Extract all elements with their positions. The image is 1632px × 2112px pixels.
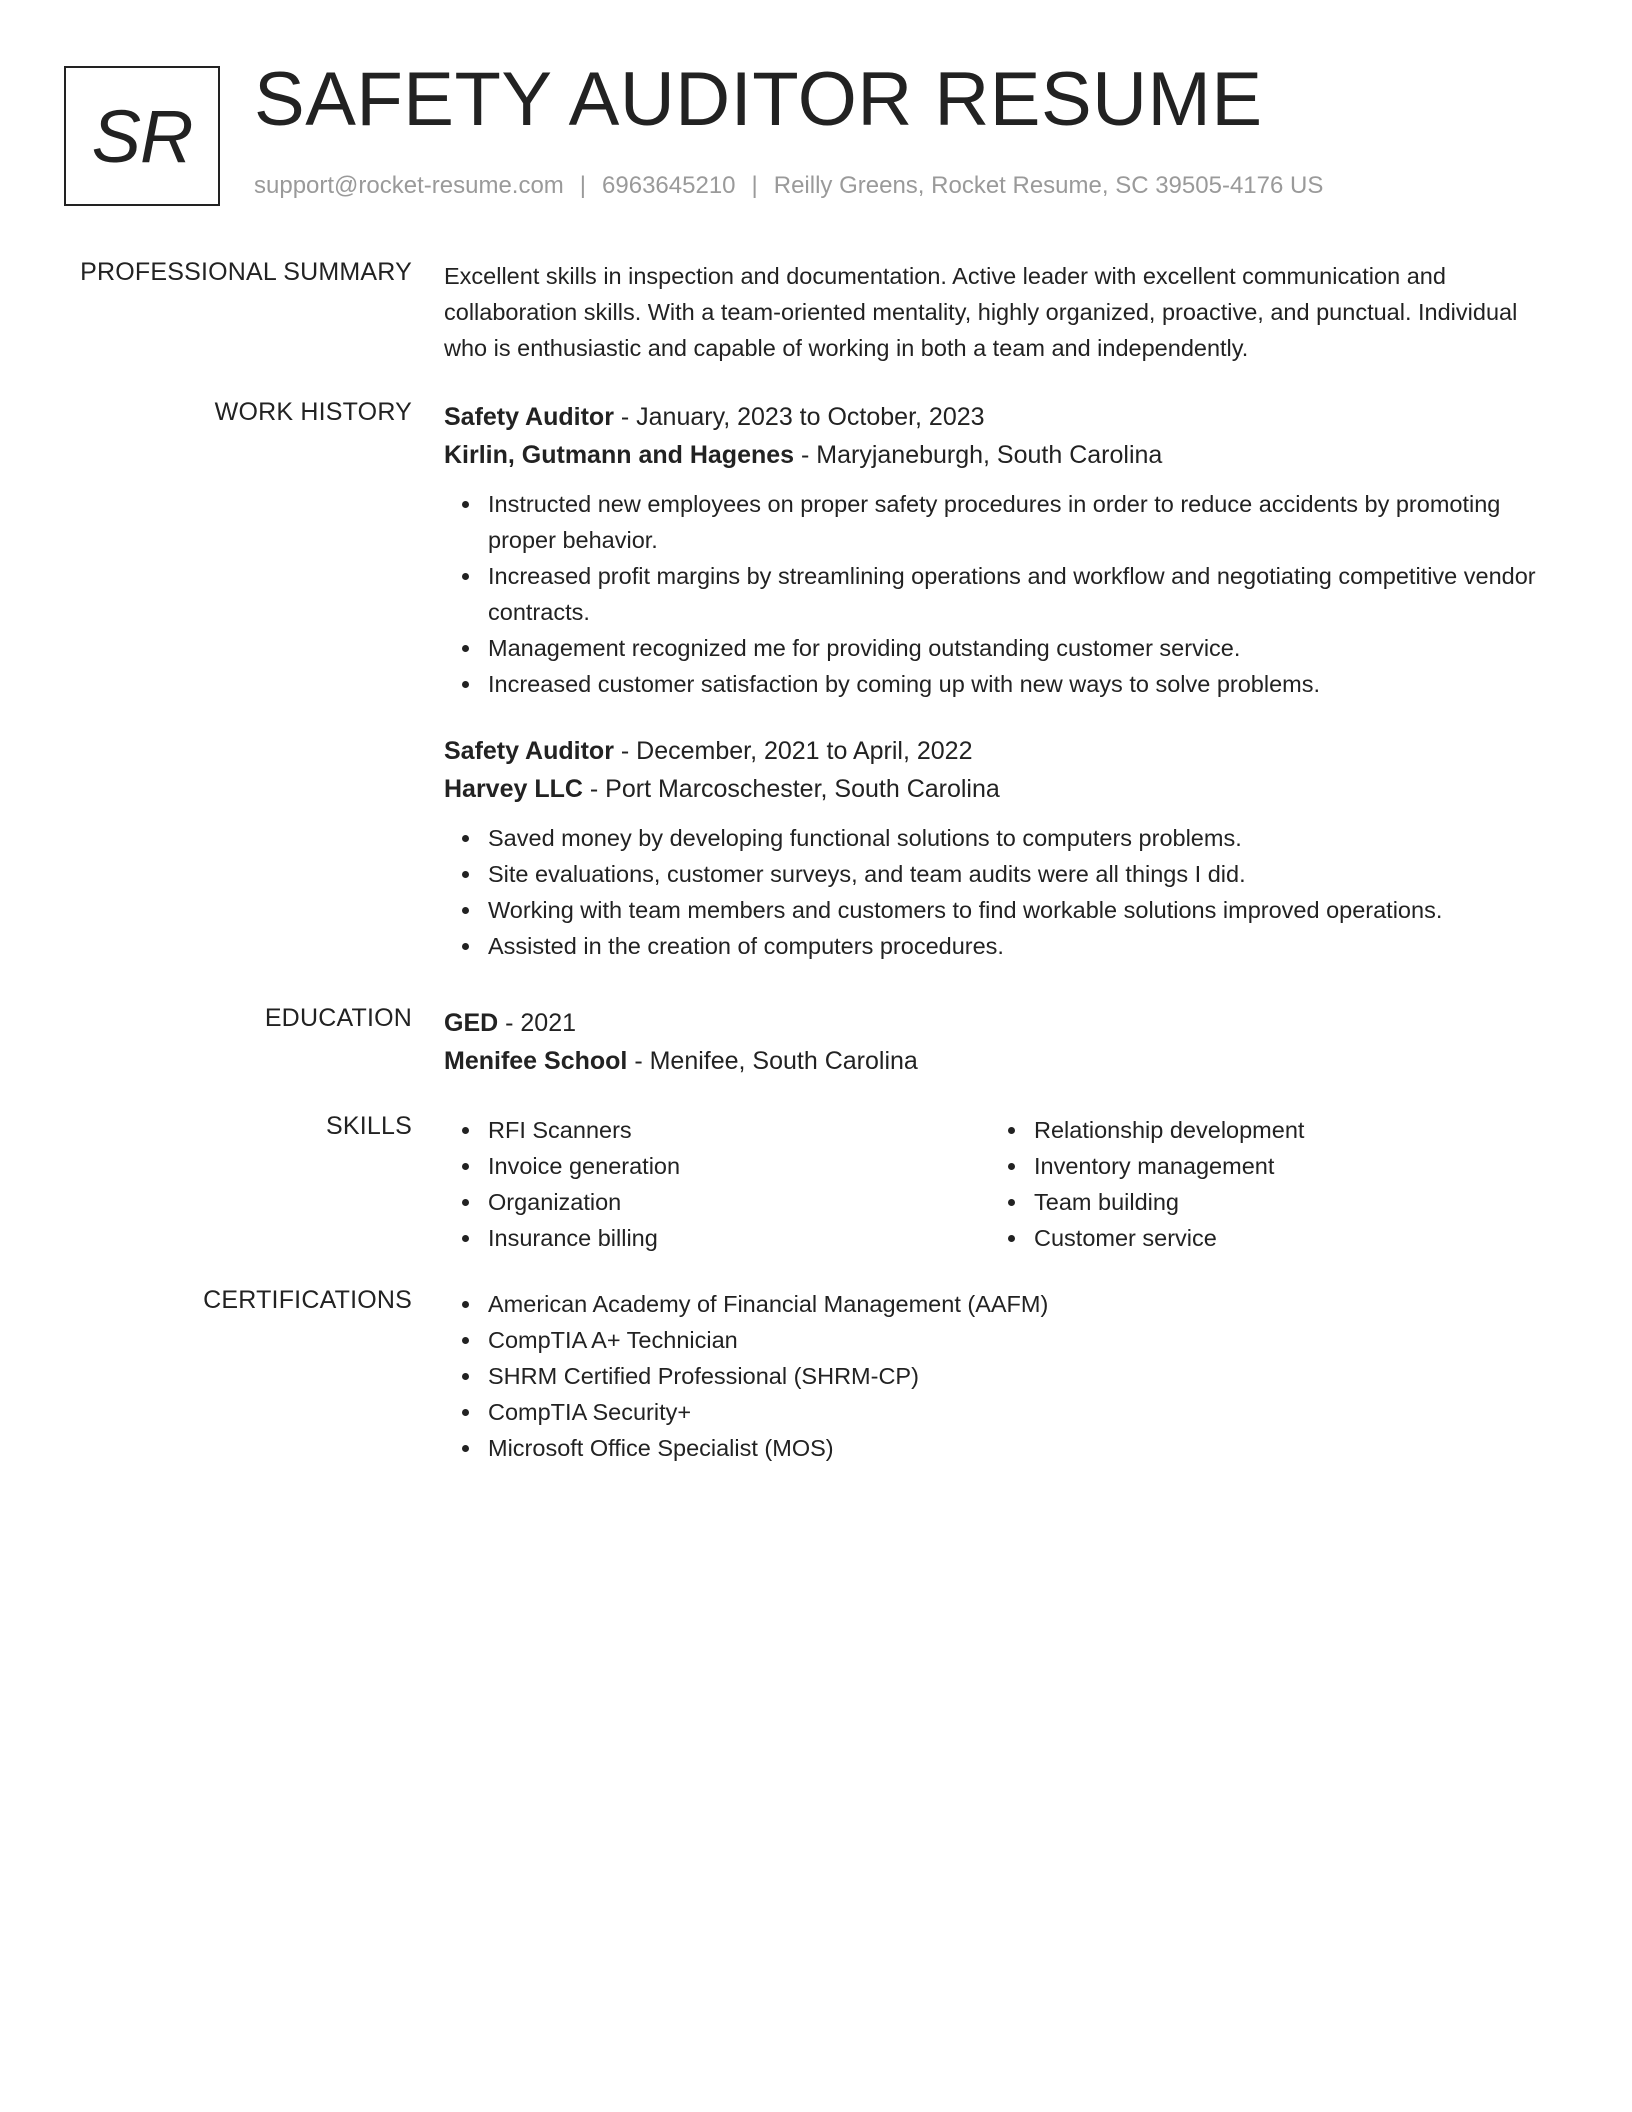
certifications-list <box>444 1286 1564 1466</box>
job-company-line <box>444 770 1564 808</box>
skills-list <box>444 1112 990 1256</box>
section-heading-work-history: WORK HISTORY <box>214 398 412 426</box>
section-heading-education: EDUCATION <box>264 1004 412 1032</box>
contact-phone[interactable]: 6963645210 <box>602 172 736 199</box>
section-heading-skills: SKILLS <box>326 1112 412 1140</box>
contact-separator: | <box>579 172 587 199</box>
monogram-box <box>64 66 220 206</box>
page-title: SAFETY AUDITOR RESUME <box>254 57 1263 142</box>
job-title: Safety Auditor <box>444 403 614 431</box>
contact-address: Reilly Greens, Rocket Resume, SC 39505-4176 US <box>773 172 1324 199</box>
list-item: Site evaluations, customer surveys, and team audits were all things I did. <box>488 856 1564 892</box>
list-item: RFI Scanners <box>488 1112 990 1148</box>
job-entry <box>444 398 1564 702</box>
job-dates: - December, 2021 to April, 2022 <box>613 737 973 765</box>
school-location: - Menifee, South Carolina <box>627 1047 918 1075</box>
job-title: Safety Auditor <box>444 737 614 765</box>
list-item: Instructed new employees on proper safety procedures in order to reduce accidents by promoting proper behavior. <box>488 486 1564 558</box>
certifications-body <box>444 1286 1564 1466</box>
list-item: Assisted in the creation of computers procedures. <box>488 928 1564 964</box>
contact-separator: | <box>751 172 758 199</box>
job-bullets <box>444 486 1564 702</box>
job-entry <box>444 732 1564 964</box>
education-body <box>444 1004 1564 1080</box>
summary-text: Excellent skills in inspection and documentation. Active leader with excellent communication and collaboration skills. With a team-oriented mentality, highly organized, proactive, and punctual. Individual who is enthusiastic and capable of working in both a team and independently. <box>444 263 1518 361</box>
job-title-line <box>444 398 1564 436</box>
skills-body <box>444 1112 1564 1256</box>
school-name: Menifee School <box>444 1047 628 1075</box>
job-bullets <box>444 820 1564 964</box>
list-item: CompTIA A+ Technician <box>488 1322 1564 1358</box>
degree-year: - 2021 <box>498 1009 577 1037</box>
list-item: Microsoft Office Specialist (MOS) <box>488 1430 1564 1466</box>
contact-line <box>254 172 1323 200</box>
job-dates: - January, 2023 to October, 2023 <box>613 403 985 431</box>
skills-column-left <box>444 1112 990 1256</box>
list-item: Team building <box>1034 1184 1536 1220</box>
job-company: Harvey LLC <box>444 775 583 803</box>
list-item: Customer service <box>1034 1220 1536 1256</box>
list-item: Working with team members and customers to find workable solutions improved operations. <box>488 892 1564 928</box>
skills-columns <box>444 1112 1564 1256</box>
degree-line <box>444 1004 1564 1042</box>
contact-email[interactable]: support@rocket-resume.com <box>254 172 564 199</box>
work-history-body <box>444 398 1564 964</box>
job-company: Kirlin, Gutmann and Hagenes <box>444 441 795 469</box>
list-item: Increased customer satisfaction by coming up with new ways to solve problems. <box>488 666 1564 702</box>
list-item: Organization <box>488 1184 990 1220</box>
job-location: - Port Marcoschester, South Carolina <box>582 775 1000 803</box>
list-item: Invoice generation <box>488 1148 990 1184</box>
job-title-line <box>444 732 1564 770</box>
monogram-initials: SR <box>91 94 193 178</box>
degree: GED <box>444 1009 499 1037</box>
list-item: Inventory management <box>1034 1148 1536 1184</box>
skills-column-right <box>990 1112 1536 1256</box>
job-company-line <box>444 436 1564 474</box>
list-item: SHRM Certified Professional (SHRM-CP) <box>488 1358 1564 1394</box>
section-heading-summary: PROFESSIONAL SUMMARY <box>80 258 412 286</box>
list-item: Increased profit margins by streamlining operations and workflow and negotiating competitive vendor contracts. <box>488 558 1564 630</box>
job-location: - Maryjaneburgh, South Carolina <box>794 441 1163 469</box>
list-item: CompTIA Security+ <box>488 1394 1564 1430</box>
skills-list <box>990 1112 1536 1256</box>
list-item: Saved money by developing functional solutions to computers problems. <box>488 820 1564 856</box>
list-item: Insurance billing <box>488 1220 990 1256</box>
school-line <box>444 1042 1564 1080</box>
list-item: Relationship development <box>1034 1112 1536 1148</box>
list-item: American Academy of Financial Management (AAFM) <box>488 1286 1564 1322</box>
section-heading-certifications: CERTIFICATIONS <box>203 1286 412 1314</box>
list-item: Management recognized me for providing outstanding customer service. <box>488 630 1564 666</box>
